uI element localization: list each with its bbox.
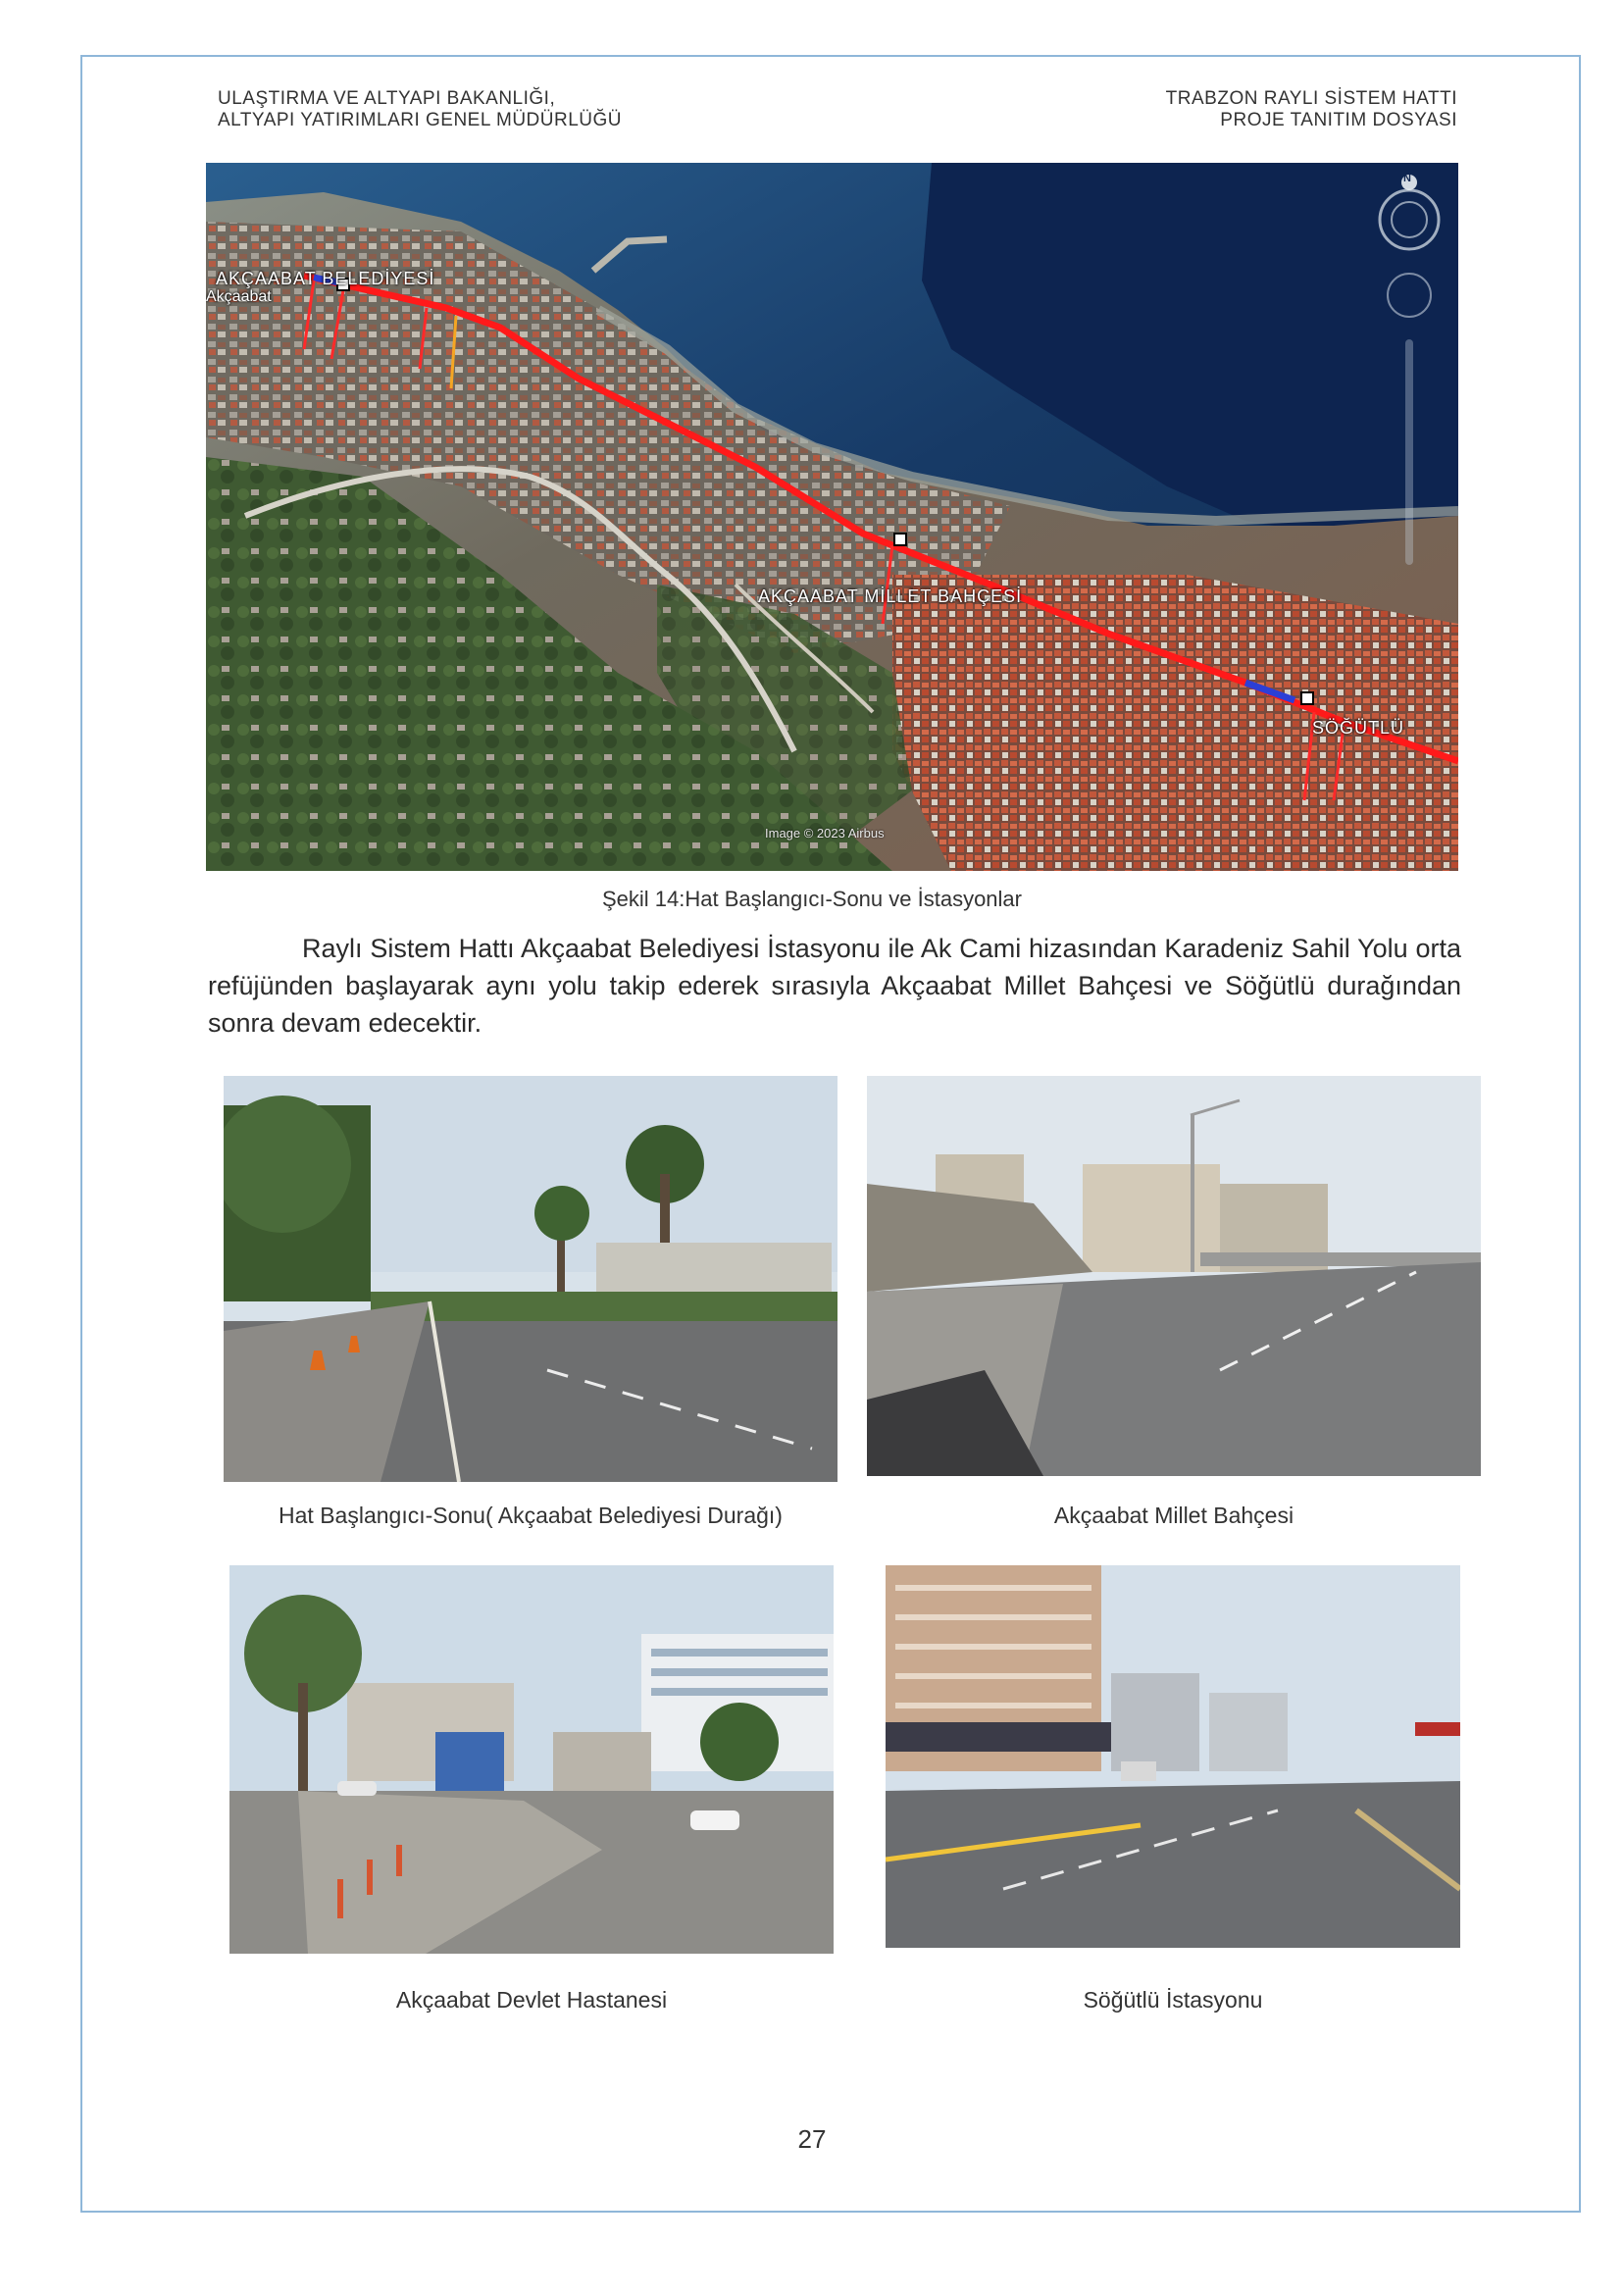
- header-project: [1166, 88, 1457, 131]
- page-number: 27: [797, 2124, 827, 2154]
- map-attribution: Image © 2023 Airbus: [765, 826, 885, 841]
- photo-caption-4: Söğütlü İstasyonu: [1083, 1987, 1263, 2013]
- map-label-akcaabat-belediyesi: AKÇAABAT BELEDİYESİ: [216, 269, 435, 288]
- map-label-millet-bahcesi: AKÇAABAT MİLLET BAHÇESİ: [758, 586, 1023, 606]
- figure-caption: Şekil 14:Hat Başlangıcı-Sonu ve İstasyonlar: [601, 887, 1022, 911]
- photo-caption-2: Akçaabat Millet Bahçesi: [1053, 1503, 1294, 1528]
- header-left-line1: ULAŞTIRMA VE ALTYAPI BAKANLIĞI,: [218, 88, 556, 109]
- map-label-akcaabat: Akçaabat: [206, 288, 272, 305]
- photo-caption-1: Hat Başlangıcı-Sonu( Akçaabat Belediyesi Durağı): [279, 1503, 783, 1528]
- photo-sogutlu-istasyonu: [886, 1565, 1460, 1948]
- route-map: [206, 163, 1458, 871]
- map-label-sogutlu: SÖĞÜTLÜ: [1312, 718, 1405, 738]
- body-paragraph-text: Raylı Sistem Hattı Akçaabat Belediyesi İstasyonu ile Ak Cami hizasından Karadeniz Sahil Yolu orta refüjünden başlayarak aynı yolu takip ederek sırasıyla Akçaabat Millet Bahçesi ve Söğütlü durağından sonra devam edecektir.: [208, 934, 1461, 1038]
- body-paragraph: [208, 930, 1461, 1042]
- photo-caption-3: Akçaabat Devlet Hastanesi: [395, 1987, 668, 2013]
- photo-hat-baslangici: [224, 1076, 837, 1482]
- photo-devlet-hastanesi: [229, 1565, 834, 1954]
- header-left-line2: ALTYAPI YATIRIMLARI GENEL MÜDÜRLÜĞÜ: [218, 110, 623, 130]
- compass-north-icon: N: [1403, 173, 1411, 184]
- header-right-line2: PROJE TANITIM DOSYASI: [1220, 110, 1457, 130]
- header-right-line1: TRABZON RAYLI SİSTEM HATTI: [1165, 88, 1457, 109]
- photo-millet-bahcesi: [867, 1076, 1481, 1476]
- header-ministry: [218, 88, 622, 131]
